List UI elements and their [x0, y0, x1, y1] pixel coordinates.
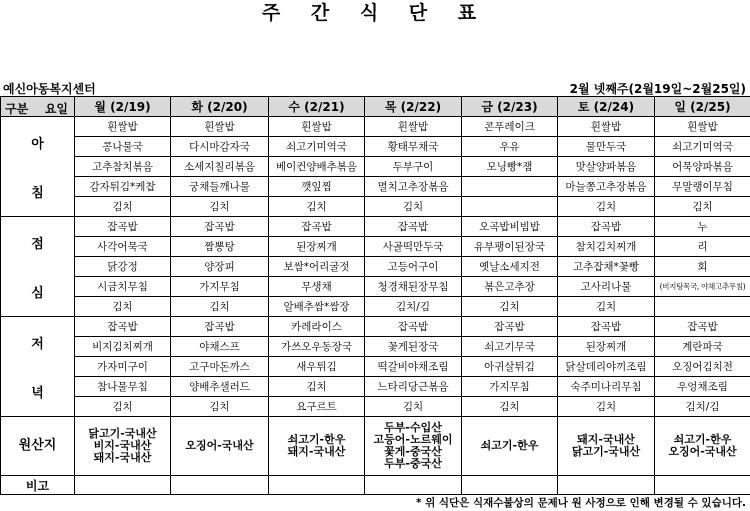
- origin-line: 두부-중국산: [384, 457, 442, 470]
- menu-item: 아귀살튀김: [462, 357, 558, 377]
- menu-item: 모닝빵*잼: [462, 157, 558, 177]
- origin-cell: [558, 417, 655, 476]
- menu-item: 소세지칠리볶음: [171, 157, 269, 177]
- menu-item: 흰쌀밥: [655, 117, 750, 137]
- note-cell: [365, 476, 462, 495]
- meal-row: [1, 177, 750, 197]
- menu-item: 흰쌀밥: [269, 117, 365, 137]
- meal-row: [1, 357, 750, 377]
- menu-item: 깻잎찜: [269, 177, 365, 197]
- corner-category: 구분: [5, 102, 29, 116]
- day-header: 토 (2/24): [558, 97, 655, 117]
- origin-label: 원산지: [1, 417, 75, 476]
- note-cell: [558, 476, 655, 495]
- menu-item: 양장피: [171, 257, 269, 277]
- menu-item: 김치: [75, 197, 171, 217]
- menu-item: 가지무침: [462, 377, 558, 397]
- note-cell: [75, 476, 171, 495]
- origin-line: 닭고기-국내산: [88, 427, 157, 440]
- menu-item: 시금치무침: [75, 277, 171, 297]
- menu-item: 된장찌개: [558, 337, 655, 357]
- note-cell: [655, 476, 750, 495]
- menu-item: 잡곡밥: [75, 217, 171, 237]
- day-header: 월 (2/19): [75, 97, 171, 117]
- menu-item: 고추참치볶음: [75, 157, 171, 177]
- header-corner: [1, 97, 75, 117]
- menu-item: 오곡밥비빔밥: [462, 217, 558, 237]
- meal-label-top: 저: [31, 336, 44, 352]
- origin-cell: [269, 417, 365, 476]
- menu-item: 어묵양파볶음: [655, 157, 750, 177]
- origin-line: 닭고기-국내산: [571, 445, 641, 458]
- menu-item: 김치: [171, 397, 269, 417]
- meal-row: [1, 217, 750, 237]
- note-cell: [269, 476, 365, 495]
- note-label: 비고: [1, 476, 75, 495]
- menu-item: 물만두국: [558, 137, 655, 157]
- origin-line: 고등어-노르웨이: [373, 433, 453, 446]
- menu-item: 옛날소세지전: [462, 257, 558, 277]
- menu-item: 청경채된장무침: [365, 277, 462, 297]
- origin-cell: [462, 417, 558, 476]
- menu-item: 김치: [558, 197, 655, 217]
- menu-item: 닭살데리야끼조림: [558, 357, 655, 377]
- meal-row: [1, 337, 750, 357]
- menu-item: 두부구이: [365, 157, 462, 177]
- menu-item: 다시마감자국: [171, 137, 269, 157]
- menu-item: 잡곡밥: [462, 317, 558, 337]
- origin-line: 쇠고기-한우: [480, 439, 539, 452]
- menu-item: 가쓰오우동장국: [269, 337, 365, 357]
- menu-item: 닭강정: [75, 257, 171, 277]
- menu-item: 콘푸레이크: [462, 117, 558, 137]
- note-row: [1, 476, 750, 495]
- menu-item: 잡곡밥: [558, 217, 655, 237]
- origin-cell: [655, 417, 750, 476]
- origin-line: 오징어-국내산: [668, 445, 737, 458]
- menu-item: 김치: [558, 297, 655, 317]
- center-name: 예신아동복지센터: [3, 82, 96, 96]
- menu-item: 무생채: [269, 277, 365, 297]
- menu-item: 쇠고기무국: [462, 337, 558, 357]
- menu-item: 비지김치찌개: [75, 337, 171, 357]
- origin-line: 오징어-국내산: [185, 439, 254, 452]
- menu-item: 감자튀김*케찹: [75, 177, 171, 197]
- menu-item: 떡갈비야채조림: [365, 357, 462, 377]
- menu-item: 흰쌀밥: [365, 117, 462, 137]
- meal-label-top: 점: [31, 236, 44, 252]
- menu-item: 사각어묵국: [75, 237, 171, 257]
- menu-item: [462, 177, 558, 197]
- menu-item: 된장찌개: [269, 237, 365, 257]
- menu-item: 새우튀김: [269, 357, 365, 377]
- meal-label: [1, 317, 75, 417]
- meal-row: [1, 157, 750, 177]
- menu-item: 김치: [462, 397, 558, 417]
- origin-cell: [365, 417, 462, 476]
- menu-item: 잡곡밥: [171, 217, 269, 237]
- note-cell: [171, 476, 269, 495]
- menu-item: 고사리나물: [558, 277, 655, 297]
- menu-item: 리: [655, 237, 750, 257]
- corner-day: 요일: [44, 102, 68, 116]
- menu-item: 김치: [365, 197, 462, 217]
- menu-item: 김치: [462, 297, 558, 317]
- origin-line: 비지-국내산: [93, 439, 152, 452]
- menu-item: 김치: [269, 197, 365, 217]
- menu-item: 고구마돈까스: [171, 357, 269, 377]
- menu-item: 잡곡밥: [655, 317, 750, 337]
- menu-item: 김치: [269, 377, 365, 397]
- menu-item: 잡곡밥: [269, 217, 365, 237]
- day-header: 금 (2/23): [462, 97, 558, 117]
- menu-item: 김치: [558, 397, 655, 417]
- menu-item: 고등어구이: [365, 257, 462, 277]
- menu-item: 야채스프: [171, 337, 269, 357]
- weekly-menu-table: [0, 96, 750, 495]
- menu-item: 잡곡밥: [75, 317, 171, 337]
- menu-item: 김치: [655, 197, 750, 217]
- menu-item: 김치: [75, 397, 171, 417]
- menu-item: 김치/김: [655, 397, 750, 417]
- menu-item: 알배추쌈*쌈장: [269, 297, 365, 317]
- menu-item: 꽃게된장국: [365, 337, 462, 357]
- meal-row: [1, 397, 750, 417]
- day-header: 목 (2/22): [365, 97, 462, 117]
- origin-line: 두부-수입산: [384, 421, 442, 434]
- menu-item: 짬뽕탕: [171, 237, 269, 257]
- meal-row: [1, 237, 750, 257]
- menu-item: 보쌈*어리굴젓: [269, 257, 365, 277]
- origin-row: [1, 417, 750, 476]
- menu-item: 오징어김치전: [655, 357, 750, 377]
- menu-item: 사골떡만두국: [365, 237, 462, 257]
- menu-item: 김치: [75, 297, 171, 317]
- meal-row: [1, 117, 750, 137]
- meal-label: [1, 217, 75, 317]
- origin-line: 꽃게-중국산: [384, 445, 442, 458]
- meal-label: [1, 117, 75, 217]
- menu-item: 고추잡채*꽃빵: [558, 257, 655, 277]
- menu-item: 무말랭이무침: [655, 177, 750, 197]
- week-label: 2월 넷째주(2월19일~2월25일): [569, 82, 746, 96]
- menu-item: 잡곡밥: [365, 317, 462, 337]
- note-cell: [462, 476, 558, 495]
- origin-cell: [75, 417, 171, 476]
- meal-row: [1, 137, 750, 157]
- meal-row: [1, 377, 750, 397]
- menu-item: 참나물무침: [75, 377, 171, 397]
- footnote: * 위 식단은 식재수불상의 문제나 원 사정으로 인해 변경될 수 있습니다.: [415, 497, 746, 509]
- day-header: 일 (2/25): [655, 97, 750, 117]
- menu-item: 쇠고기미역국: [655, 137, 750, 157]
- menu-item: 회: [655, 257, 750, 277]
- menu-item: (비지탕목국, 야채고추무침): [655, 277, 750, 297]
- menu-item: 김치/김: [365, 297, 462, 317]
- menu-item: 콩나물국: [75, 137, 171, 157]
- origin-line: 돼지-국내산: [287, 445, 346, 458]
- meal-label-bottom: 녁: [31, 385, 44, 401]
- menu-item: 김치: [171, 197, 269, 217]
- meal-row: [1, 317, 750, 337]
- menu-item: 참치김치찌개: [558, 237, 655, 257]
- meal-label-bottom: 심: [31, 285, 44, 301]
- menu-item: 잡곡밥: [558, 317, 655, 337]
- menu-item: 우유: [462, 137, 558, 157]
- menu-item: 우엉채조림: [655, 377, 750, 397]
- meal-row: [1, 277, 750, 297]
- menu-item: 가자미구이: [75, 357, 171, 377]
- menu-item: 잡곡밥: [171, 317, 269, 337]
- menu-item: 계란파국: [655, 337, 750, 357]
- menu-item: 맛살양파볶음: [558, 157, 655, 177]
- menu-item: 유부팽이된장국: [462, 237, 558, 257]
- menu-item: 카레라이스: [269, 317, 365, 337]
- menu-item: 잡곡밥: [365, 217, 462, 237]
- header-row: [1, 97, 750, 117]
- menu-item: [462, 197, 558, 217]
- menu-item: 숙주미나리무침: [558, 377, 655, 397]
- menu-item: 흰쌀밥: [558, 117, 655, 137]
- menu-item: 마늘쫑고추장볶음: [558, 177, 655, 197]
- origin-line: 쇠고기-한우: [673, 433, 732, 446]
- meal-label-top: 아: [31, 136, 44, 152]
- menu-item: 누: [655, 217, 750, 237]
- meal-row: [1, 297, 750, 317]
- origin-line: 쇠고기-한우: [287, 433, 346, 446]
- meal-row: [1, 257, 750, 277]
- origin-cell: [171, 417, 269, 476]
- menu-item: 베이컨양배추볶음: [269, 157, 365, 177]
- menu-item: 김치: [171, 297, 269, 317]
- menu-item: 흰쌀밥: [75, 117, 171, 137]
- menu-item: [655, 297, 750, 317]
- menu-item: 느타리당근볶음: [365, 377, 462, 397]
- menu-item: 김치: [365, 397, 462, 417]
- day-header: 화 (2/20): [171, 97, 269, 117]
- menu-item: 흰쌀밥: [171, 117, 269, 137]
- menu-item: 쇠고기미역국: [269, 137, 365, 157]
- menu-item: 멸치고추장볶음: [365, 177, 462, 197]
- menu-item: 요구르트: [269, 397, 365, 417]
- menu-item: 황태무채국: [365, 137, 462, 157]
- menu-item: 볶은고추장: [462, 277, 558, 297]
- meal-row: [1, 197, 750, 217]
- meal-label-bottom: 침: [31, 185, 44, 201]
- menu-item: 가지무침: [171, 277, 269, 297]
- origin-line: 돼지-국내산: [577, 433, 635, 446]
- menu-item: 궁채들깨나물: [171, 177, 269, 197]
- day-header: 수 (2/21): [269, 97, 365, 117]
- page-title: 주 간 식 단 표: [261, 2, 489, 24]
- origin-line: 돼지-국내산: [93, 451, 152, 464]
- menu-item: 양배추샐러드: [171, 377, 269, 397]
